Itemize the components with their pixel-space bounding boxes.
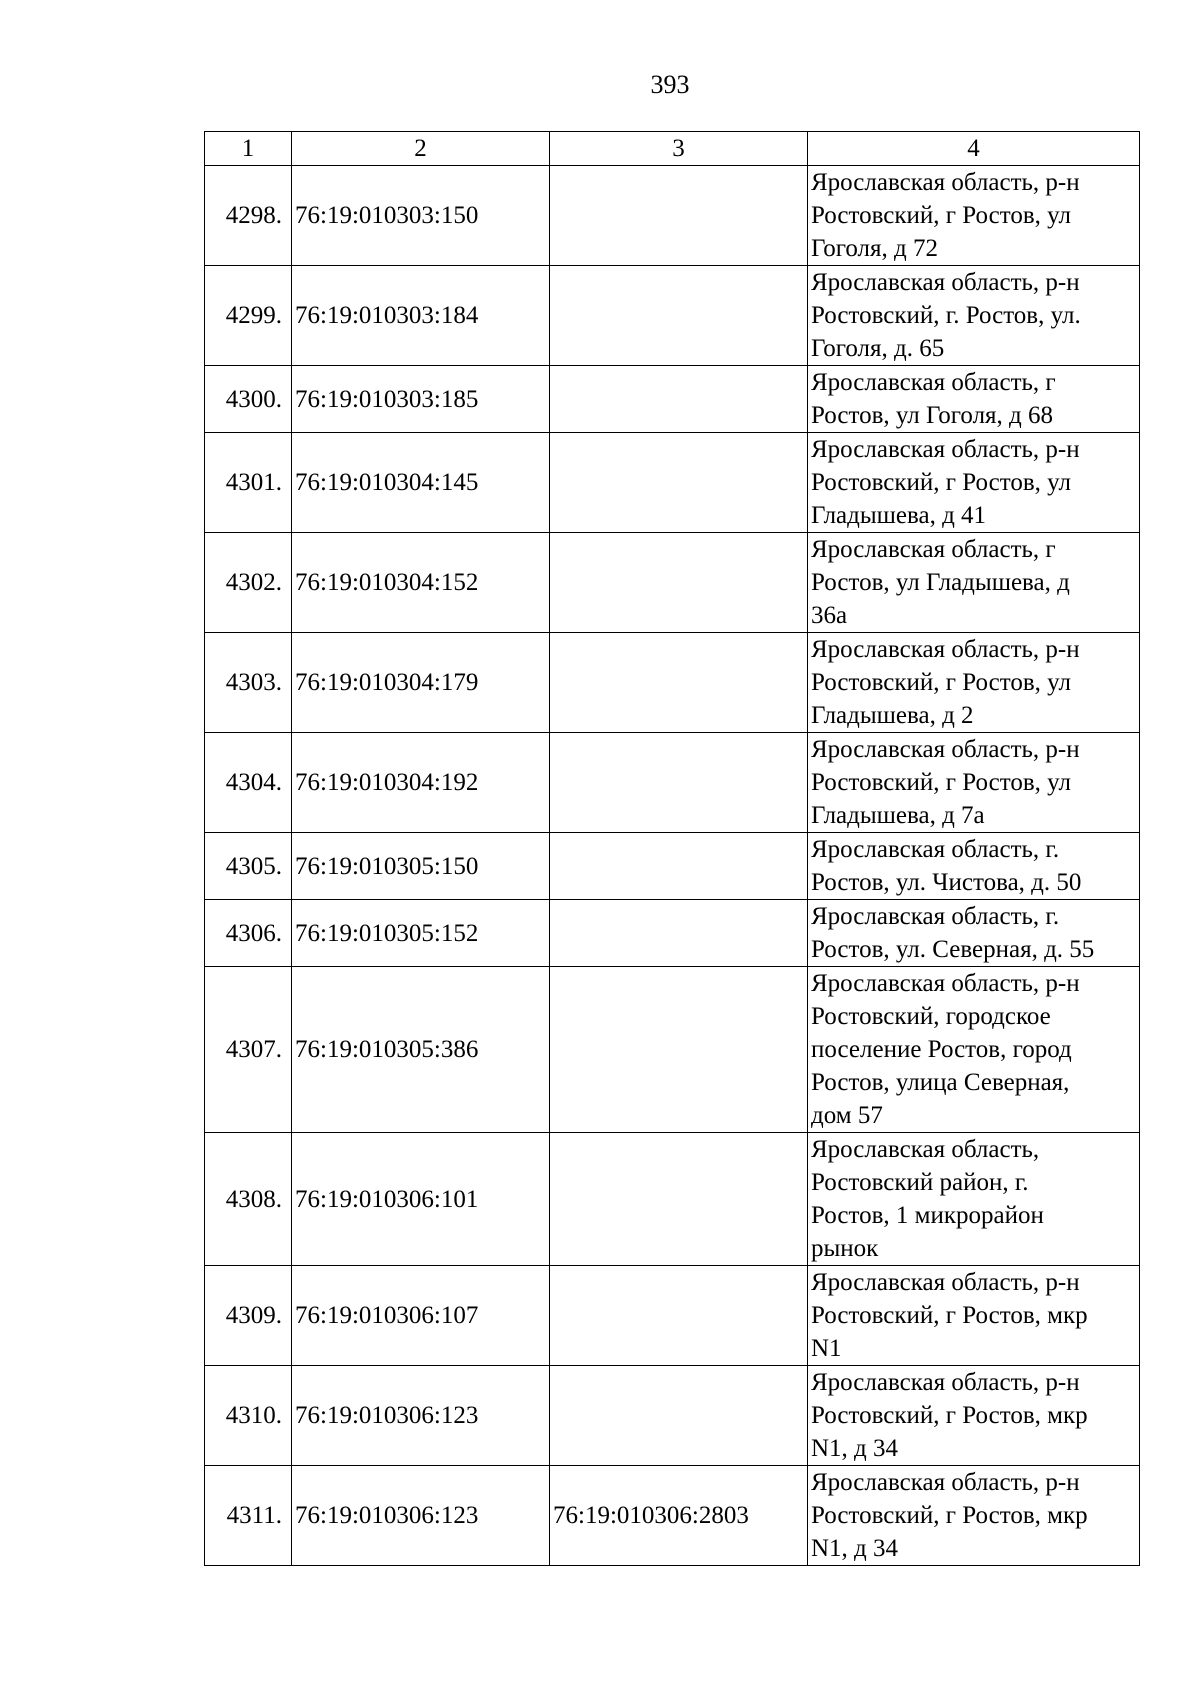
table-row bbox=[205, 1133, 1140, 1266]
table-row bbox=[205, 900, 1140, 967]
cadastral-number-cell: 76:19:010304:179 bbox=[292, 633, 550, 733]
row-number-cell: 4307. bbox=[205, 967, 292, 1133]
linked-cadastral-number-cell bbox=[550, 1133, 808, 1266]
address-cell: Ярославская область, р-н Ростовский, г Ростов, мкр N1, д 34 bbox=[808, 1466, 1140, 1566]
address-cell: Ярославская область, р-н Ростовский, г Ростов, мкр N1 bbox=[808, 1266, 1140, 1366]
table-row bbox=[205, 533, 1140, 633]
table-row bbox=[205, 366, 1140, 433]
address-cell: Ярославская область, р-н Ростовский, г. Ростов, ул. Гоголя, д. 65 bbox=[808, 266, 1140, 366]
address-cell: Ярославская область, р-н Ростовский, г Ростов, ул Гладышева, д 2 bbox=[808, 633, 1140, 733]
address-cell: Ярославская область, г Ростов, ул Гоголя, д 68 bbox=[808, 366, 1140, 433]
table-header bbox=[205, 132, 1140, 166]
row-number-cell: 4302. bbox=[205, 533, 292, 633]
row-number-cell: 4304. bbox=[205, 733, 292, 833]
row-number-cell: 4301. bbox=[205, 433, 292, 533]
table-row bbox=[205, 633, 1140, 733]
cadastral-number-cell: 76:19:010306:123 bbox=[292, 1466, 550, 1566]
column-header-1: 1 bbox=[205, 132, 292, 166]
cadastral-number-cell: 76:19:010305:152 bbox=[292, 900, 550, 967]
row-number-cell: 4306. bbox=[205, 900, 292, 967]
linked-cadastral-number-cell bbox=[550, 433, 808, 533]
cadastral-number-cell: 76:19:010304:152 bbox=[292, 533, 550, 633]
row-number-cell: 4310. bbox=[205, 1366, 292, 1466]
row-number-cell: 4308. bbox=[205, 1133, 292, 1266]
linked-cadastral-number-cell bbox=[550, 266, 808, 366]
linked-cadastral-number-cell bbox=[550, 967, 808, 1133]
table-row bbox=[205, 733, 1140, 833]
table-row bbox=[205, 266, 1140, 366]
address-cell: Ярославская область, р-н Ростовский, г Ростов, ул Гладышева, д 7а bbox=[808, 733, 1140, 833]
cadastral-number-cell: 76:19:010303:150 bbox=[292, 166, 550, 266]
cadastral-number-cell: 76:19:010304:145 bbox=[292, 433, 550, 533]
cadastral-number-cell: 76:19:010306:101 bbox=[292, 1133, 550, 1266]
cadastral-number-cell: 76:19:010305:386 bbox=[292, 967, 550, 1133]
row-number-cell: 4300. bbox=[205, 366, 292, 433]
address-cell: Ярославская область, г. Ростов, ул. Северная, д. 55 bbox=[808, 900, 1140, 967]
row-number-cell: 4305. bbox=[205, 833, 292, 900]
cadastral-number-cell: 76:19:010303:185 bbox=[292, 366, 550, 433]
column-header-4: 4 bbox=[808, 132, 1140, 166]
linked-cadastral-number-cell bbox=[550, 1366, 808, 1466]
row-number-cell: 4303. bbox=[205, 633, 292, 733]
address-cell: Ярославская область, р-н Ростовский, городское поселение Ростов, город Ростов, улица Северная, дом 57 bbox=[808, 967, 1140, 1133]
column-header-3: 3 bbox=[550, 132, 808, 166]
linked-cadastral-number-cell bbox=[550, 633, 808, 733]
linked-cadastral-number-cell: 76:19:010306:2803 bbox=[550, 1466, 808, 1566]
table-row bbox=[205, 1466, 1140, 1566]
address-cell: Ярославская область, г. Ростов, ул. Чистова, д. 50 bbox=[808, 833, 1140, 900]
registry-table bbox=[204, 131, 1140, 1566]
address-cell: Ярославская область, р-н Ростовский, г Ростов, мкр N1, д 34 bbox=[808, 1366, 1140, 1466]
linked-cadastral-number-cell bbox=[550, 900, 808, 967]
address-cell: Ярославская область, р-н Ростовский, г Ростов, ул Гладышева, д 41 bbox=[808, 433, 1140, 533]
address-cell: Ярославская область, Ростовский район, г. Ростов, 1 микрорайон рынок bbox=[808, 1133, 1140, 1266]
address-cell: Ярославская область, р-н Ростовский, г Ростов, ул Гоголя, д 72 bbox=[808, 166, 1140, 266]
linked-cadastral-number-cell bbox=[550, 366, 808, 433]
cadastral-number-cell: 76:19:010304:192 bbox=[292, 733, 550, 833]
row-number-cell: 4311. bbox=[205, 1466, 292, 1566]
table-row bbox=[205, 833, 1140, 900]
table-row bbox=[205, 433, 1140, 533]
linked-cadastral-number-cell bbox=[550, 833, 808, 900]
cadastral-number-cell: 76:19:010303:184 bbox=[292, 266, 550, 366]
header-row bbox=[205, 132, 1140, 166]
column-header-2: 2 bbox=[292, 132, 550, 166]
cadastral-number-cell: 76:19:010306:123 bbox=[292, 1366, 550, 1466]
linked-cadastral-number-cell bbox=[550, 533, 808, 633]
table-row bbox=[205, 166, 1140, 266]
table-row bbox=[205, 967, 1140, 1133]
row-number-cell: 4298. bbox=[205, 166, 292, 266]
linked-cadastral-number-cell bbox=[550, 166, 808, 266]
cadastral-number-cell: 76:19:010306:107 bbox=[292, 1266, 550, 1366]
linked-cadastral-number-cell bbox=[550, 1266, 808, 1366]
linked-cadastral-number-cell bbox=[550, 733, 808, 833]
table-body bbox=[205, 166, 1140, 1566]
address-cell: Ярославская область, г Ростов, ул Гладышева, д 36а bbox=[808, 533, 1140, 633]
row-number-cell: 4309. bbox=[205, 1266, 292, 1366]
cadastral-number-cell: 76:19:010305:150 bbox=[292, 833, 550, 900]
table-row bbox=[205, 1366, 1140, 1466]
page-number: 393 bbox=[650, 70, 690, 99]
row-number-cell: 4299. bbox=[205, 266, 292, 366]
table-row bbox=[205, 1266, 1140, 1366]
